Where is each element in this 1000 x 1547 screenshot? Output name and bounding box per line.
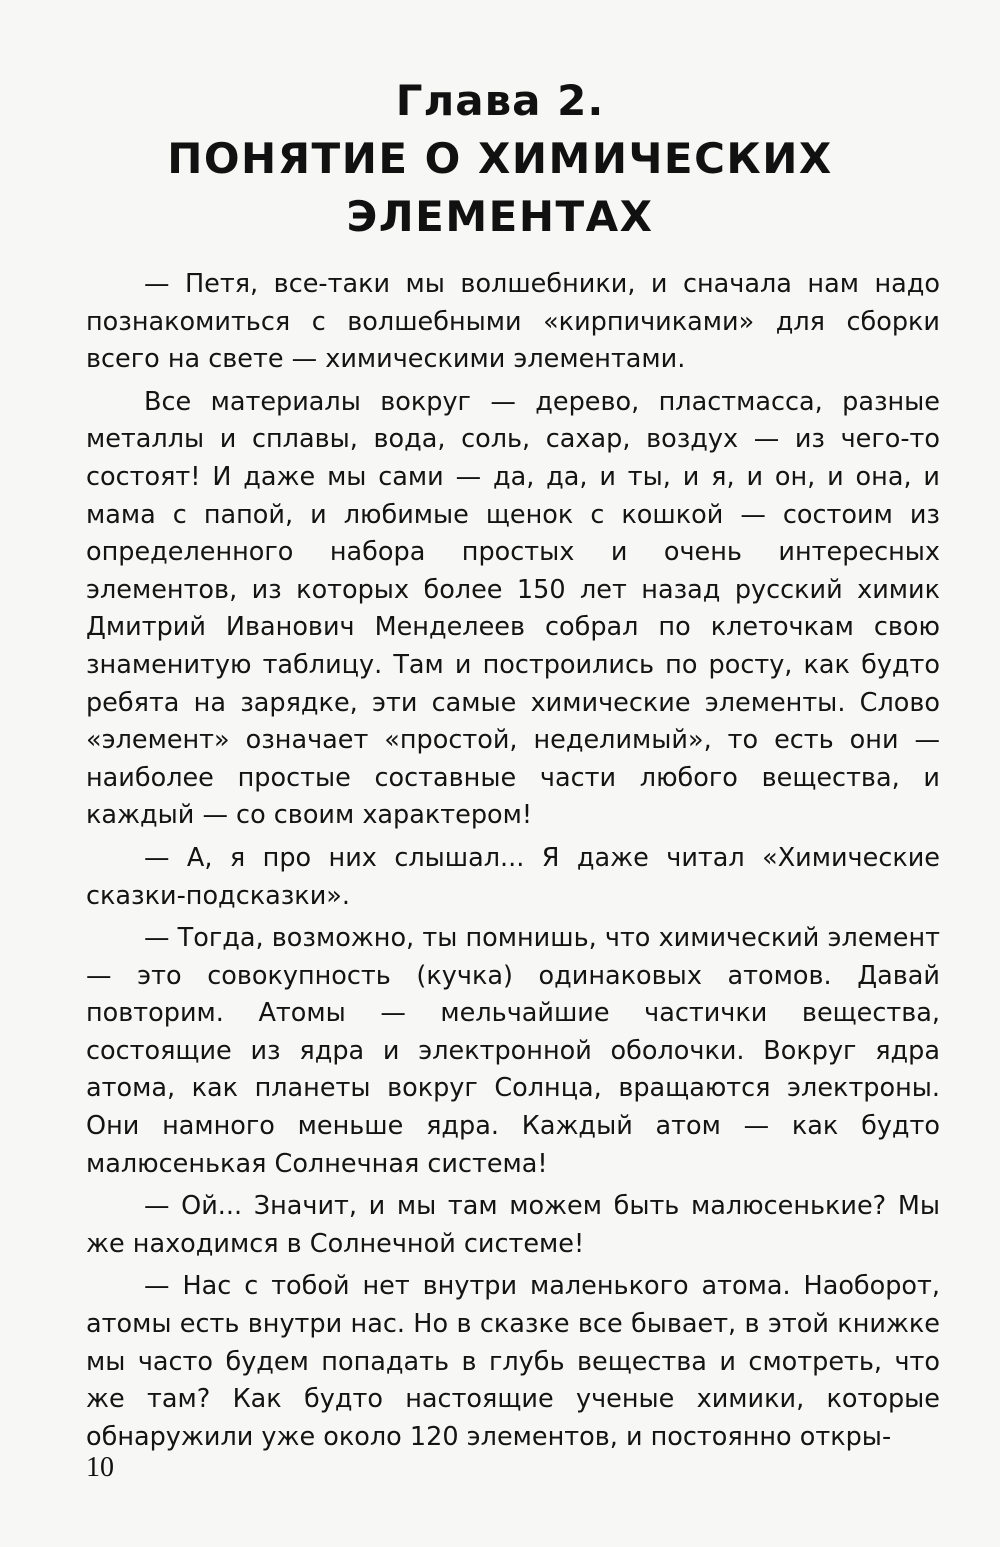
paragraph: — А, я про них слышал... Я даже читал «Химические сказки-подсказки». <box>86 842 940 911</box>
paragraph: Все материалы вокруг — дерево, пластмасса, разные металлы и сплавы, вода, соль, сахар, воздух — из чего-то состоят! И даже мы сами — да, да, и ты, и я, и он, и она, и мама с папой, и любимые щенок с кошкой — состоим из определенного набора простых и очень интересных элементов, из которых более 150 лет назад русский химик Дмитрий Иванович Менделеев собрал по клеточкам свою знаменитую таблицу. Там и построились по росту, как будто ребята на зарядке, эти самые химические элементы. Слово «элемент» означает «простой, неделимый», то есть они — наиболее простые составные части любого вещества, и каждый — со своим характером! <box>86 386 940 831</box>
chapter-number: Глава 2. <box>395 76 605 125</box>
page-number: 10 <box>86 1452 114 1483</box>
chapter-body <box>86 266 940 1461</box>
chapter-heading <box>80 72 920 246</box>
chapter-title-line-2: ЭЛЕМЕНТАХ <box>346 192 654 241</box>
paragraph: — Ой... Значит, и мы там можем быть малюсенькие? Мы же находимся в Солнечной системе! <box>86 1191 940 1259</box>
chapter-title-line-1: ПОНЯТИЕ О ХИМИЧЕСКИХ <box>167 134 833 183</box>
paragraph: — Нас с тобой нет внутри маленького атома. Наоборот, атомы есть внутри нас. Но в сказке все бывает, в этой книжке мы часто будем попадать в глубь вещества и смотреть, что же там? Как будто настоящие ученые химики, которые обнаружили уже около 120 элементов, и постоянно откры- <box>86 1271 940 1452</box>
paragraph: — Тогда, возможно, ты помнишь, что химический элемент — это совокупность (кучка) одинаковых атомов. Давай повторим. Атомы — мельчайшие частички вещества, состоящие из ядра и электронной оболочки. Вокруг ядра атома, как планеты вокруг Солнца, вращаются электроны. Они намного меньше ядра. Каждый атом — как будто малюсенькая Солнечная система! <box>86 923 940 1179</box>
paragraph: — Петя, все-таки мы волшебники, и сначала нам надо познакомиться с волшебными «кирпичиками» для сборки всего на свете — химическими элементами. <box>86 269 940 375</box>
